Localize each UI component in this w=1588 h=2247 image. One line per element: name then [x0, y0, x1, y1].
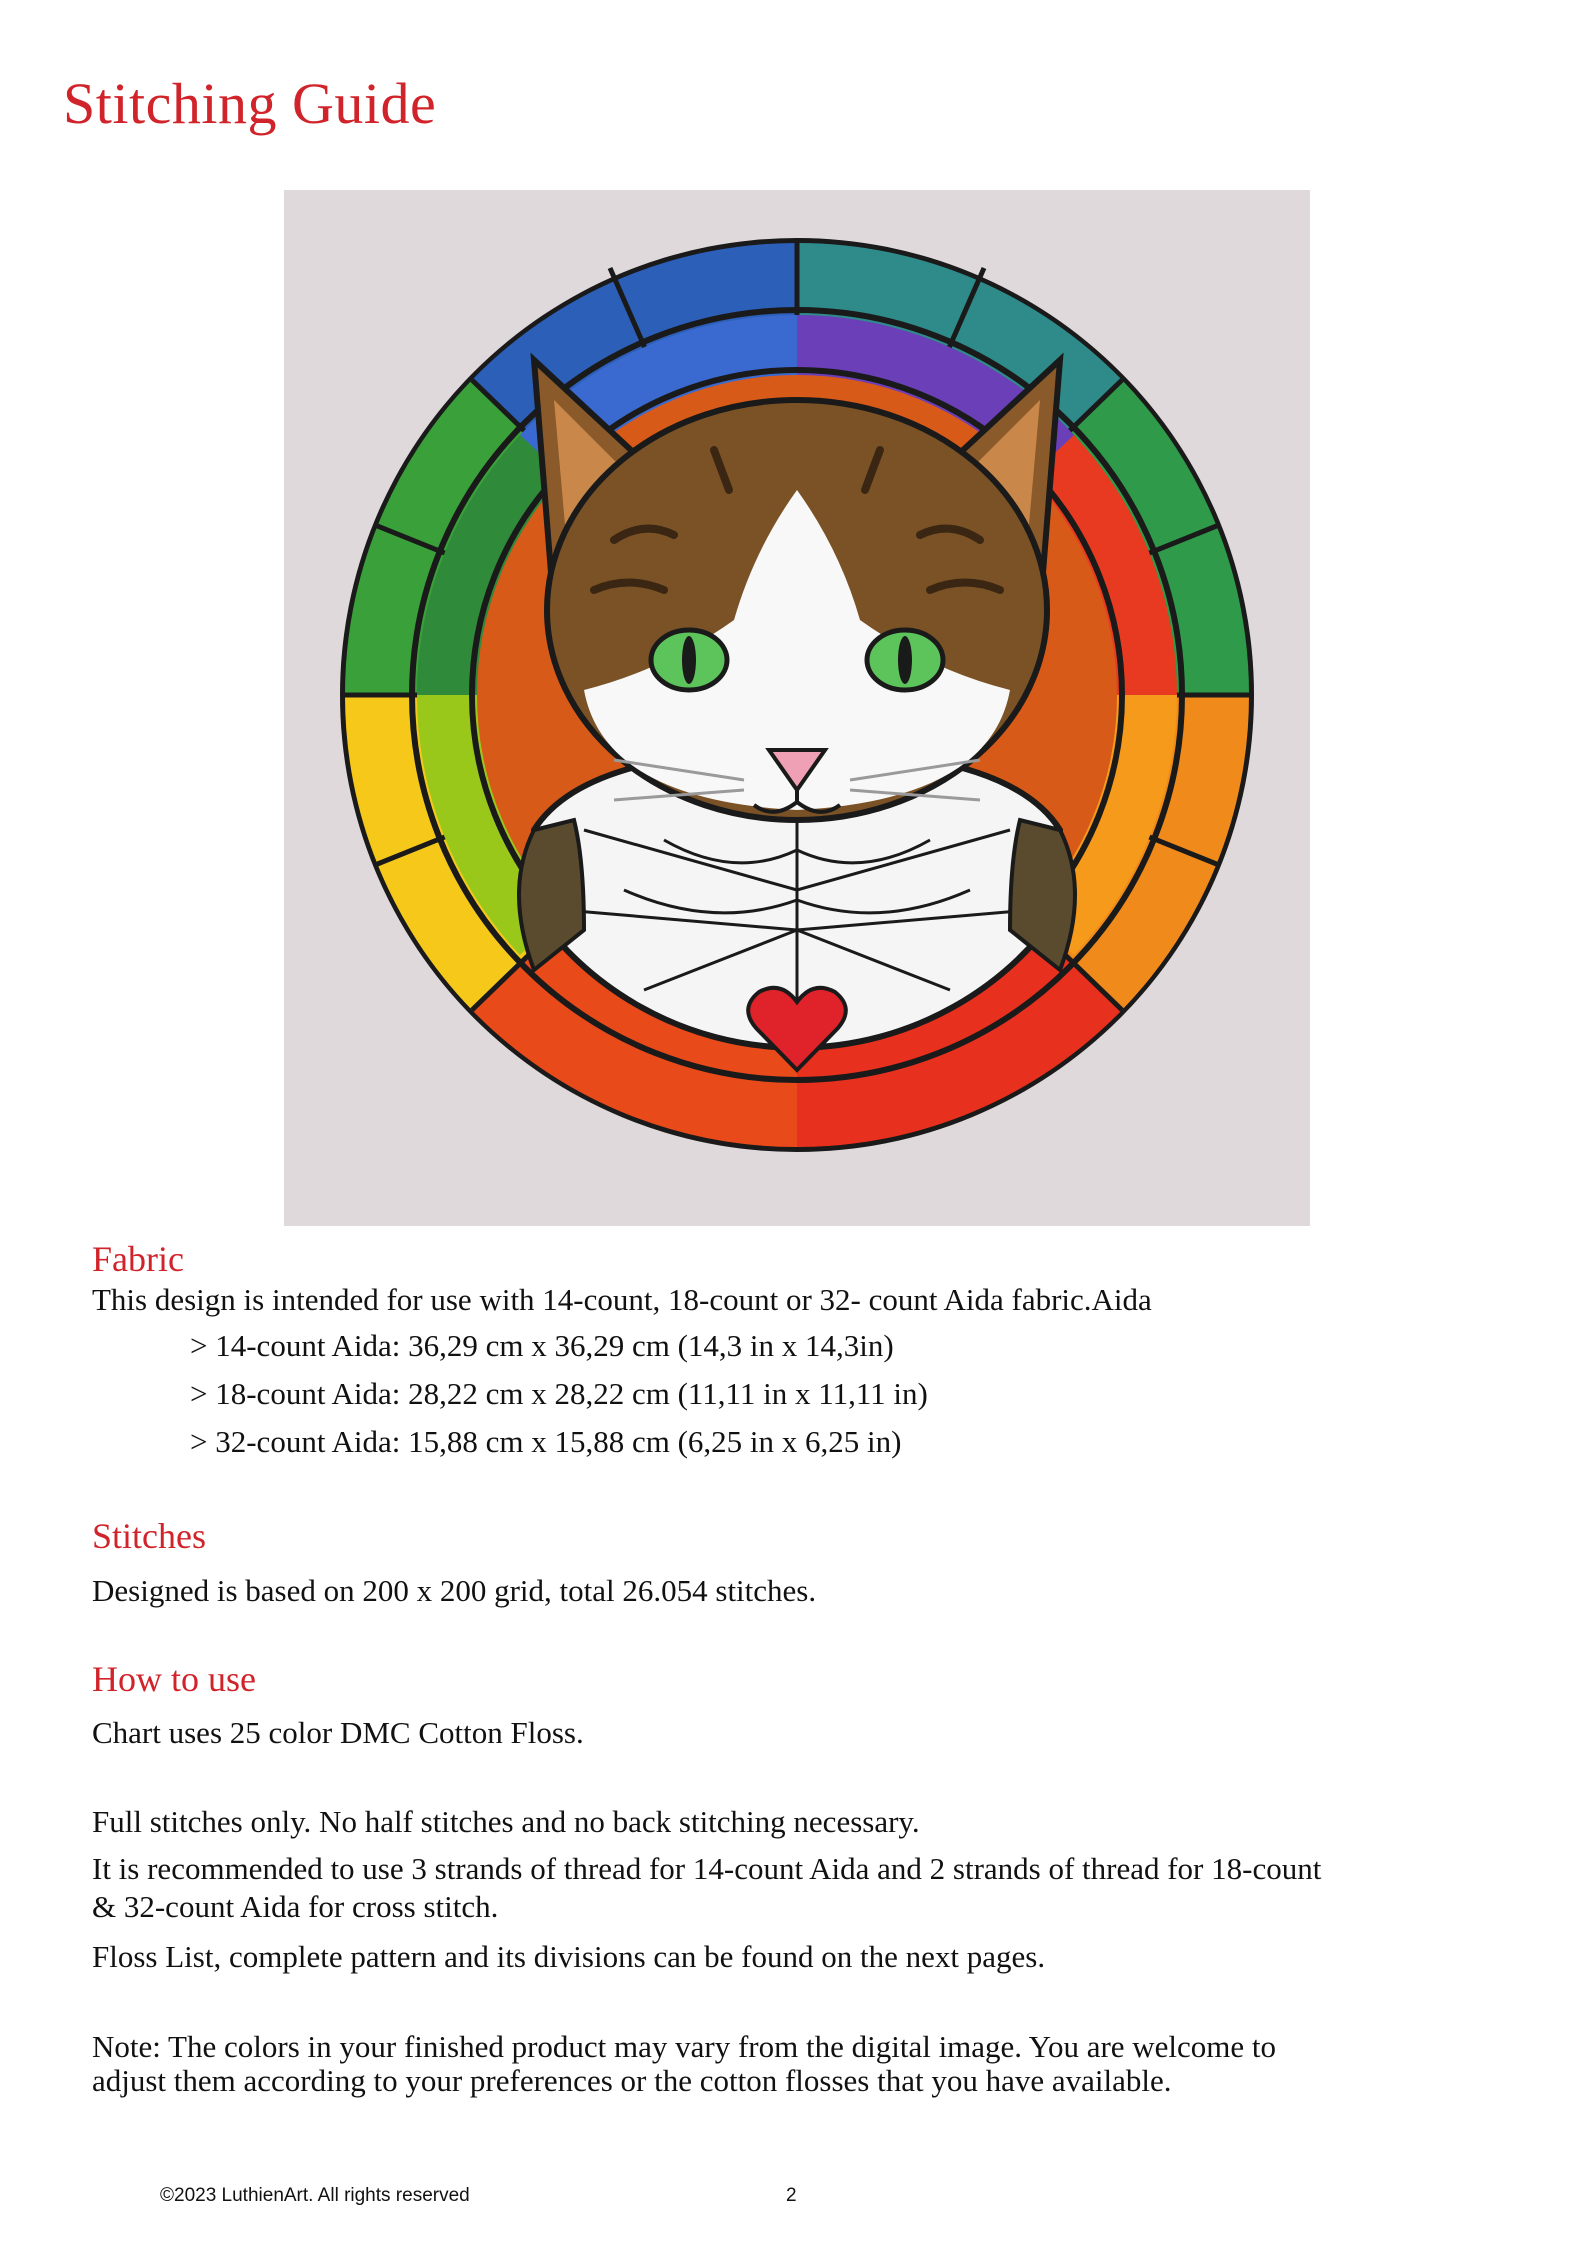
full-stitches-text: Full stitches only. No half stitches and no back stitching necessary. — [92, 1804, 920, 1839]
stitches-heading: Stitches — [92, 1516, 206, 1556]
fabric-size-item: > 14-count Aida: 36,29 cm x 36,29 cm (14,3 in x 14,3in) — [190, 1328, 894, 1363]
how-to-use-heading: How to use — [92, 1659, 256, 1699]
fabric-size-list — [190, 1322, 928, 1466]
fabric-size-item: > 18-count Aida: 28,22 cm x 28,22 cm (11,11 in x 11,11 in) — [190, 1376, 928, 1411]
strands-text-line1: It is recommended to use 3 strands of thread for 14-count Aida and 2 strands of thread for 18-count — [92, 1851, 1322, 1886]
fabric-size-item: > 32-count Aida: 15,88 cm x 15,88 cm (6,25 in x 6,25 in) — [190, 1424, 902, 1459]
note-text-line2: adjust them according to your preferences or the cotton flosses that you have available. — [92, 2063, 1172, 2098]
page-number: 2 — [786, 2185, 797, 2206]
copyright-notice: ©2023 LuthienArt. All rights reserved — [160, 2185, 470, 2206]
strands-text-line2: & 32-count Aida for cross stitch. — [92, 1889, 499, 1924]
stitches-text: Designed is based on 200 x 200 grid, total 26.054 stitches. — [92, 1573, 817, 1608]
colors-text: Chart uses 25 color DMC Cotton Floss. — [92, 1715, 584, 1750]
fabric-heading: Fabric — [92, 1239, 184, 1279]
page-title: Stitching Guide — [63, 71, 437, 136]
stained-glass-cat-illustration — [284, 190, 1310, 1226]
note-text-line1: Note: The colors in your finished product may vary from the digital image. You are welcome to — [92, 2029, 1277, 2064]
floss-list-text: Floss List, complete pattern and its divisions can be found on the next pages. — [92, 1939, 1046, 1974]
fabric-intro: This design is intended for use with 14-count, 18-count or 32- count Aida fabric.Aida — [92, 1282, 1152, 1317]
